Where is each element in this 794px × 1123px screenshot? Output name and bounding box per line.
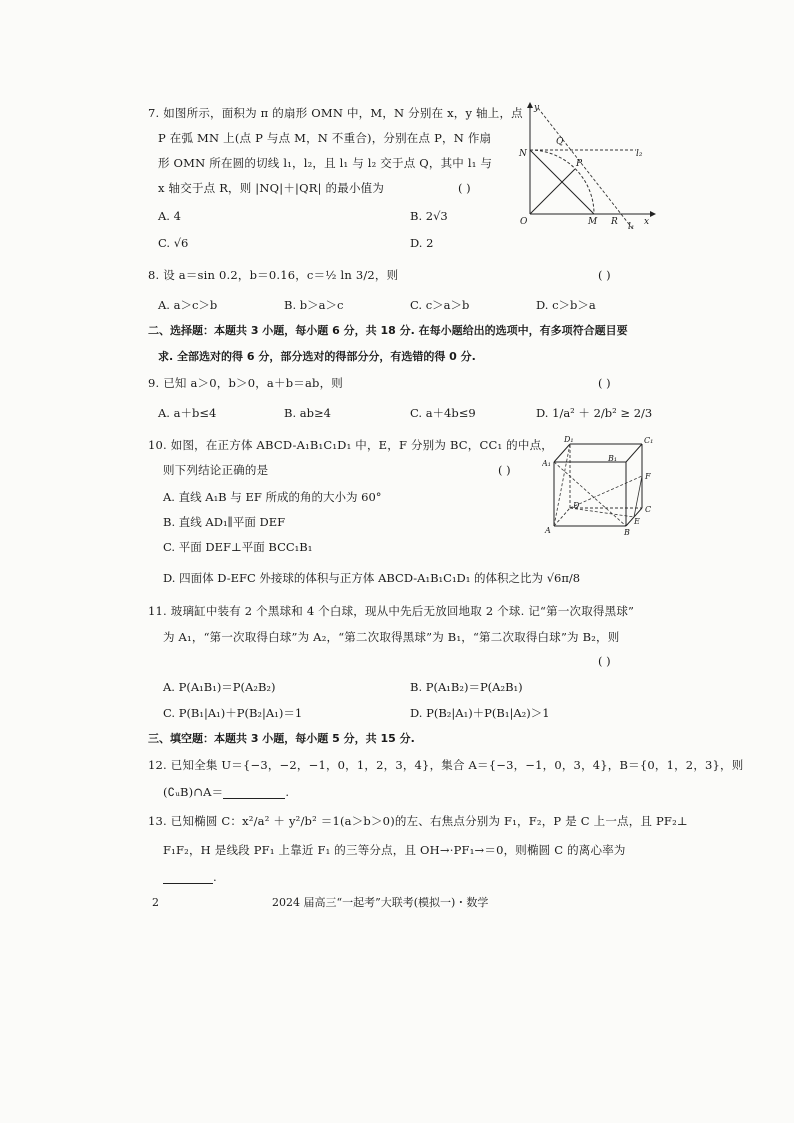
q10-option-d: D. 四面体 D-EFC 外接球的体积与正方体 ABCD-A₁B₁C₁D₁ 的体积之比为 √6π/8 [163, 571, 581, 585]
q8-option-a: A. a＞c＞b [158, 298, 218, 312]
q11-answer-paren: ( ) [598, 654, 611, 668]
q10-line-1: 10. 如图，在正方体 ABCD-A₁B₁C₁D₁ 中，E，F 分别为 BC，CC₁ 的中点， [148, 438, 553, 452]
section2-heading-line-1: 二、选择题：本题共 3 小题，每小题 6 分，共 18 分. 在每小题给出的选项中，有多项符合题目要 [148, 324, 628, 337]
q10-option-a: A. 直线 A₁B 与 EF 所成的角的大小为 60° [163, 490, 382, 504]
q10-fig-label-b: B [624, 528, 630, 536]
q8-option-d: D. c＞b＞a [536, 298, 596, 312]
q12-answer-blank[interactable] [223, 784, 285, 799]
q10-fig-label-d1: D₁ [564, 436, 574, 444]
q10-fig-label-e: E [634, 517, 640, 526]
q7-option-d: D. 2 [410, 236, 434, 250]
q7-fig-label-o: O [520, 217, 528, 227]
page-number: 2 [152, 896, 159, 909]
q12-line-1: 12. 已知全集 U＝{−3，−2，−1，0，1，2，3，4}，集合 A＝{−3，−1，0，3，4}，B＝{0，1，2，3}，则 [148, 758, 744, 772]
q13-line-1: 13. 已知椭圆 C：x²/a² ＋ y²/b² ＝1(a＞b＞0)的左、右焦点分别为 F₁，F₂，P 是 C 上一点，且 PF₂⊥ [148, 814, 688, 828]
q7-fig-label-m: M [588, 217, 598, 227]
q7-fig-label-l1: l₁ [628, 222, 635, 230]
q11-option-b: B. P(A₁B₂)＝P(A₂B₁) [410, 680, 523, 694]
q12-line-2-text: (∁ᵤB)∩A＝ [163, 785, 224, 799]
q8-option-b: B. b＞a＞c [284, 298, 344, 312]
q11-option-a: A. P(A₁B₁)＝P(A₂B₂) [163, 680, 276, 694]
footer-title: 2024 届高三“一起考”大联考(模拟一)・数学 [272, 896, 489, 909]
q10-fig-label-c: C [645, 505, 652, 514]
q10-fig-label-c1: C₁ [644, 436, 654, 445]
q12-period: . [285, 785, 290, 799]
q7-fig-label-x: x [644, 217, 650, 227]
q12-line-2 [163, 784, 289, 799]
q13-line-3 [163, 869, 217, 884]
q7-sector-figure [508, 100, 656, 230]
q8-option-c: C. c＞a＞b [410, 298, 470, 312]
section3-heading: 三、填空题：本题共 3 小题，每小题 5 分，共 15 分. [148, 732, 415, 745]
q11-line-2: 为 A₁，“第一次取得白球”为 A₂，“第二次取得黑球”为 B₁，“第二次取得白球”为 B₂，则 [163, 630, 620, 644]
q13-answer-blank[interactable] [163, 869, 213, 884]
q11-option-c: C. P(B₁|A₁)＋P(B₂|A₁)＝1 [163, 706, 303, 720]
q7-fig-label-l2: l₂ [636, 149, 643, 159]
q7-fig-label-r: R [611, 217, 618, 227]
q7-fig-label-q: Q [556, 137, 564, 147]
q7-line-1: 7. 如图所示，面积为 π 的扇形 OMN 中，M，N 分别在 x，y 轴上，点 [148, 106, 523, 120]
q10-line-2: 则下列结论正确的是 [163, 463, 269, 477]
q9-answer-paren: ( ) [598, 376, 611, 390]
q8-answer-paren: ( ) [598, 268, 611, 282]
q9-option-a: A. a＋b≤4 [158, 406, 217, 420]
q7-fig-label-n: N [519, 149, 527, 159]
q9-option-b: B. ab≥4 [284, 406, 331, 420]
q10-fig-label-a: A [545, 526, 551, 535]
q7-fig-label-y: y [534, 103, 540, 113]
q10-fig-label-b1: B₁ [608, 454, 618, 463]
q9-stem: 9. 已知 a＞0，b＞0，a＋b＝ab，则 [148, 376, 343, 390]
section2-heading-line-2: 求. 全部选对的得 6 分，部分选对的得部分分，有选错的得 0 分. [158, 350, 476, 363]
q7-option-b: B. 2√3 [410, 209, 448, 223]
q10-answer-paren: ( ) [498, 463, 511, 477]
q13-line-2: F₁F₂，H 是线段 PF₁ 上靠近 F₁ 的三等分点，且 OH→·PF₁→＝0，则椭圆 C 的离心率为 [163, 843, 626, 857]
q8-stem: 8. 设 a＝sin 0.2，b＝0.16，c＝½ ln 3/2，则 [148, 268, 399, 282]
q7-answer-paren: ( ) [458, 181, 471, 195]
q10-option-c: C. 平面 DEF⊥平面 BCC₁B₁ [163, 540, 313, 554]
q13-period: . [213, 870, 217, 884]
q10-cube-figure [542, 436, 658, 536]
q10-fig-label-d: D [573, 501, 580, 510]
q10-fig-label-a1: A₁ [542, 459, 551, 468]
q7-fig-label-p: P [576, 159, 583, 169]
q11-line-1: 11. 玻璃缸中装有 2 个黑球和 4 个白球，现从中先后无放回地取 2 个球. 记“第一次取得黑球” [148, 604, 635, 618]
q7-option-a: A. 4 [158, 209, 181, 223]
q10-fig-label-f: F [645, 472, 651, 481]
q7-line-3: 形 OMN 所在圆的切线 l₁，l₂，且 l₁ 与 l₂ 交于点 Q，其中 l₁ 与 [158, 156, 493, 170]
q9-option-c: C. a＋4b≤9 [410, 406, 476, 420]
q10-option-b: B. 直线 AD₁∥平面 DEF [163, 515, 286, 529]
q11-option-d: D. P(B₂|A₁)＋P(B₁|A₂)＞1 [410, 706, 550, 720]
q7-option-c: C. √6 [158, 236, 189, 250]
q7-line-2: P 在弧 MN 上(点 P 与点 M，N 不重合)，分别在点 P，N 作扇 [158, 131, 492, 145]
q9-option-d: D. 1/a² ＋ 2/b² ≥ 2/3 [536, 406, 653, 420]
q7-line-4: x 轴交于点 R，则 |NQ|＋|QR| 的最小值为 [158, 181, 385, 195]
